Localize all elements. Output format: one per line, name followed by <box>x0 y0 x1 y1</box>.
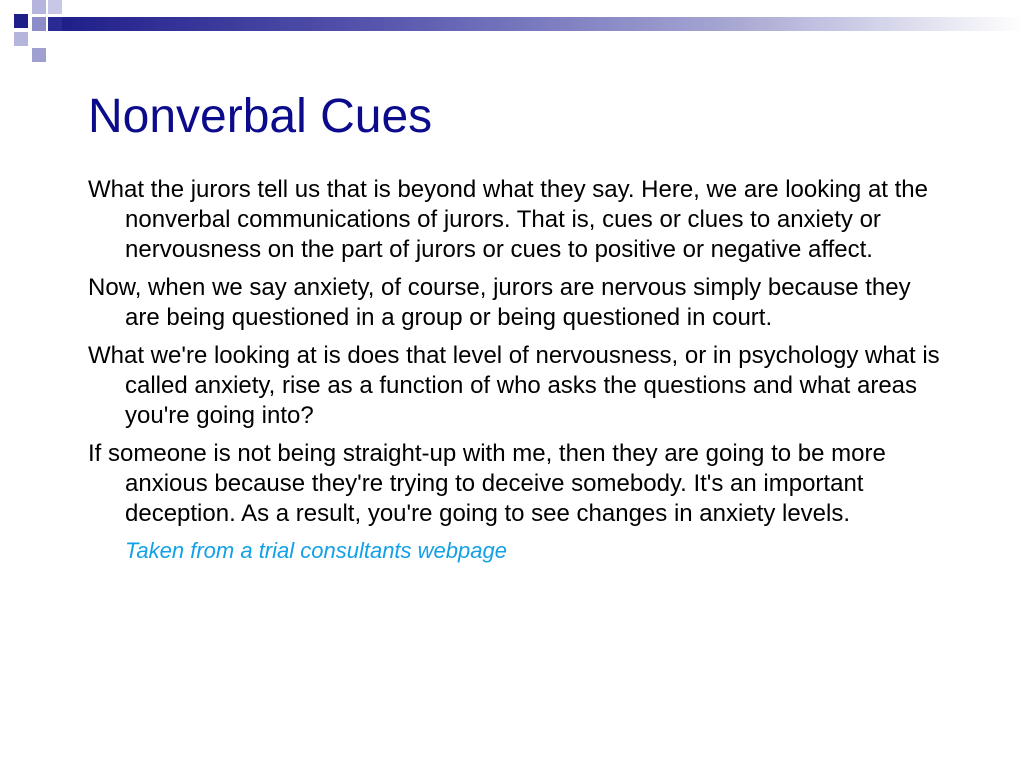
decor-square-light <box>32 0 46 14</box>
decor-square-mid <box>32 48 46 62</box>
header-gradient-bar <box>62 17 1024 31</box>
decor-square-mid <box>32 17 46 31</box>
source-note: Taken from a trial consultants webpage <box>125 538 507 563</box>
decor-square-light <box>48 0 62 14</box>
slide-body <box>88 175 948 565</box>
body-paragraph: What the jurors tell us that is beyond what they say. Here, we are looking at the nonverbal communications of jurors. That is, cues or clues to anxiety or nervousness on the part of jurors or cues to positive or negative affect. <box>88 176 928 263</box>
decor-square-dark <box>48 17 62 31</box>
slide-header-decoration <box>0 0 1024 64</box>
body-paragraph: What we're looking at is does that level of nervousness, or in psychology what is called anxiety, rise as a function of who asks the questions and what areas you're going into? <box>88 342 940 429</box>
slide-title: Nonverbal Cues <box>88 90 433 143</box>
decor-square-dark <box>14 14 28 28</box>
body-paragraph: If someone is not being straight-up with me, then they are going to be more anxious because they're trying to deceive somebody. It's an important deception. As a result, you're going to see changes in anxiety levels. <box>88 440 886 527</box>
body-paragraph: Now, when we say anxiety, of course, jurors are nervous simply because they are being questioned in a group or being questioned in court. <box>88 274 911 331</box>
decor-square-light <box>14 32 28 46</box>
